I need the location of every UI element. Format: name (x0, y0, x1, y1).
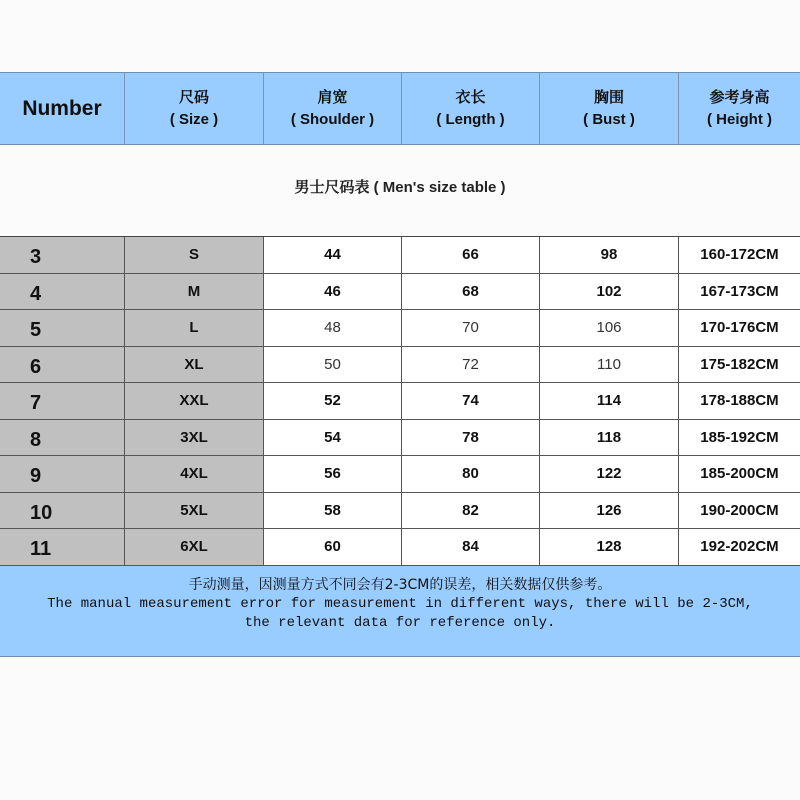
table-row (0, 237, 800, 274)
length-cell: 78 (402, 420, 540, 456)
number-cell: 7 (0, 383, 125, 419)
height-cell: 167-173CM (679, 274, 800, 310)
number-cell: 5 (0, 310, 125, 346)
number-cell: 3 (0, 237, 125, 273)
height-cell: 192-202CM (679, 529, 800, 565)
length-cell: 66 (402, 237, 540, 273)
header-shoulder (264, 73, 402, 144)
header-length-en: ( Length ) (436, 110, 505, 128)
length-cell: 74 (402, 383, 540, 419)
table-caption: 男士尺码表 ( Men's size table ) (294, 179, 506, 196)
bust-cell: 114 (540, 383, 679, 419)
shoulder-cell: 46 (264, 274, 402, 310)
length-cell: 80 (402, 456, 540, 492)
size-cell: 4XL (125, 456, 264, 492)
table-header-row (0, 72, 800, 145)
height-cell: 170-176CM (679, 310, 800, 346)
length-cell: 82 (402, 493, 540, 529)
header-length (402, 73, 540, 144)
shoulder-cell: 60 (264, 529, 402, 565)
header-height (679, 73, 800, 144)
table-row (0, 529, 800, 566)
shoulder-cell: 52 (264, 383, 402, 419)
shoulder-cell: 48 (264, 310, 402, 346)
table-row (0, 310, 800, 347)
size-cell: M (125, 274, 264, 310)
height-cell: 175-182CM (679, 347, 800, 383)
shoulder-cell: 56 (264, 456, 402, 492)
size-cell: 3XL (125, 420, 264, 456)
height-cell: 190-200CM (679, 493, 800, 529)
shoulder-cell: 58 (264, 493, 402, 529)
header-bust (540, 73, 679, 144)
size-cell: XXL (125, 383, 264, 419)
number-cell: 9 (0, 456, 125, 492)
size-table (0, 236, 800, 566)
number-cell: 4 (0, 274, 125, 310)
length-cell: 84 (402, 529, 540, 565)
note-english: The manual measurement error for measurement in different ways, there will be 2-3CM, the relevant data for reference only. (47, 596, 753, 631)
table-row (0, 420, 800, 457)
size-cell: 6XL (125, 529, 264, 565)
shoulder-cell: 50 (264, 347, 402, 383)
number-cell: 6 (0, 347, 125, 383)
measurement-note (0, 566, 800, 657)
table-row (0, 493, 800, 530)
header-length-cn: 衣长 (455, 88, 486, 106)
shoulder-cell: 44 (264, 237, 402, 273)
bust-cell: 128 (540, 529, 679, 565)
number-cell: 11 (0, 529, 125, 565)
length-cell: 72 (402, 347, 540, 383)
bust-cell: 110 (540, 347, 679, 383)
table-row (0, 383, 800, 420)
size-cell: 5XL (125, 493, 264, 529)
bust-cell: 118 (540, 420, 679, 456)
table-row (0, 347, 800, 384)
number-cell: 10 (0, 493, 125, 529)
header-bust-en: ( Bust ) (583, 110, 635, 128)
header-height-en: ( Height ) (707, 110, 772, 128)
table-row (0, 456, 800, 493)
note-chinese: 手动测量，因测量方式不同会有2-3CM的误差，相关数据仅供参考。 (188, 577, 612, 593)
size-cell: S (125, 237, 264, 273)
height-cell: 185-200CM (679, 456, 800, 492)
header-size-cn: 尺码 (178, 88, 209, 106)
header-shoulder-en: ( Shoulder ) (290, 110, 375, 128)
size-cell: XL (125, 347, 264, 383)
length-cell: 70 (402, 310, 540, 346)
bust-cell: 122 (540, 456, 679, 492)
length-cell: 68 (402, 274, 540, 310)
height-cell: 185-192CM (679, 420, 800, 456)
table-row (0, 274, 800, 311)
bust-cell: 98 (540, 237, 679, 273)
header-height-cn: 参考身高 (709, 88, 770, 106)
bust-cell: 102 (540, 274, 679, 310)
header-shoulder-cn: 肩宽 (317, 88, 348, 106)
bust-cell: 106 (540, 310, 679, 346)
header-size-en: ( Size ) (169, 110, 219, 128)
height-cell: 178-188CM (679, 383, 800, 419)
height-cell: 160-172CM (679, 237, 800, 273)
bust-cell: 126 (540, 493, 679, 529)
shoulder-cell: 54 (264, 420, 402, 456)
header-number-label: Number (22, 96, 102, 120)
header-size (125, 73, 264, 144)
header-bust-cn: 胸围 (593, 88, 624, 106)
number-cell: 8 (0, 420, 125, 456)
size-cell: L (125, 310, 264, 346)
header-number (0, 73, 125, 144)
